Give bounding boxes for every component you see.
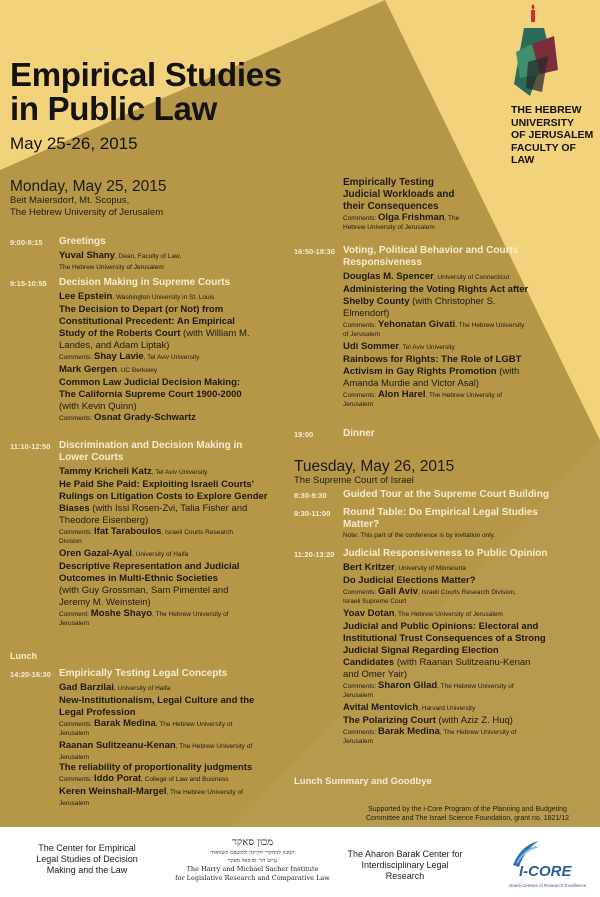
speaker-entry [59, 465, 290, 479]
speaker-affiliation: , UC Berkeley [117, 367, 158, 374]
commenter-name: Osnat Grady-Schwartz [94, 412, 196, 423]
footer-line: Legal Studies of Decision [36, 854, 138, 864]
paper-line: Rulings on Litigation Costs to Explore Gender [59, 491, 268, 502]
sacher-line: The Harry and Michael Sacher Institute [186, 865, 319, 873]
speaker-name: Lee Epstein [59, 291, 113, 302]
speaker-entry [59, 363, 285, 377]
paper-coauthors: (with Issi Rosen-Zvi, Talia Fisher and [89, 503, 248, 514]
title-line: Judicial Workloads and [343, 189, 455, 200]
commenter-name: Moshe Shayo [90, 608, 153, 619]
session-title [343, 507, 593, 531]
sacher-hebrew-line: עייש הרי ומיכאל סאקר [227, 858, 278, 864]
paper-line: He Paid She Paid: Exploiting Israeli Courts' [59, 479, 254, 490]
paper-line: Biases [59, 503, 90, 514]
session-time: 8:30-9:30 [294, 491, 327, 500]
comment-entry [343, 587, 593, 597]
comment-label: Comments: [343, 215, 379, 222]
speaker-affiliation: , The Hebrew University of [175, 743, 253, 750]
commenter-affiliation: , The Hebrew University [455, 322, 525, 329]
session-note: Note: This part of the conference is by invitation only. [343, 532, 496, 539]
paper-title [343, 177, 588, 213]
commenter-affiliation: , The [444, 215, 460, 222]
comment-entry [343, 320, 593, 330]
university-logo [510, 4, 565, 99]
event-dates: May 25-26, 2015 [10, 134, 138, 153]
speaker-affiliation: , University of Haifa [113, 685, 171, 692]
commenter-affiliation: , Israeli Courts Research Division, [418, 589, 516, 596]
speaker-name: Udi Sommer [343, 341, 399, 352]
commenter-name: Sharon Gilad [378, 680, 438, 691]
title-line-1: Empirical Studies [10, 56, 282, 93]
univ-line: OF JERUSALEM [511, 129, 594, 141]
support-line: Supported by the i-Core Program of the Planning and Budgeting [368, 806, 567, 813]
day2-header [294, 458, 454, 487]
paper-line: Judicial Signal Regarding Election [343, 645, 499, 656]
commenter-affiliation-2: Jerusalem [343, 738, 373, 745]
paper-coauthors: Amanda Murdie and Victor Asal) [343, 378, 480, 389]
day1-heading: Monday, May 25, 2015 [10, 178, 167, 195]
speaker-entry [59, 739, 285, 753]
paper-coauthors: (with Kevin Quinn) [59, 401, 137, 412]
commenter-name: Alon Harel [378, 389, 426, 400]
session-time: 11:10-12:50 [10, 442, 51, 451]
day1-header [10, 178, 167, 219]
paper-coauthors: (with Guy Grossman, Sam Pimentel and [59, 585, 229, 596]
session-title [59, 440, 290, 464]
sacher-line: for Legislative Research and Comparative Law [175, 874, 330, 882]
paper-line: Common Law Judicial Decision Making: [59, 377, 241, 388]
commenter-affiliation-2: Jerusalem [343, 692, 373, 699]
i-core-subtitle: Israeli Centers of Research Excellence [508, 883, 587, 888]
footer [0, 827, 600, 897]
paper-coauthors: Elmendorf) [343, 308, 390, 319]
speaker-entry [343, 607, 593, 621]
speaker-entry [343, 340, 593, 354]
speaker-name: Gad Barzilai [59, 682, 114, 693]
commenter-name: Olga Frishman [378, 212, 445, 223]
closing-session [294, 776, 594, 788]
sacher-institute [165, 837, 340, 883]
univ-line: THE HEBREW [511, 104, 582, 116]
paper-line: Institutional Trust Consequences of a Strong [343, 633, 546, 644]
commenter-name: Gali Aviv [378, 586, 418, 597]
paper-line: New-Institutionalism, Legal Culture and the [59, 695, 255, 706]
paper-title [59, 304, 285, 352]
session-title: Greetings [59, 236, 106, 247]
comment-entry [59, 352, 285, 362]
paper-coauthors: and Omer Yair) [343, 669, 408, 680]
paper-line: Rainbows for Rights: The Role of LGBT [343, 354, 522, 365]
commenter-affiliation-2: Hebrew University of Jerusalem [343, 224, 435, 231]
paper-line: Administering the Voting Rights Act after [343, 284, 529, 295]
commenter-affiliation-2: Jerusalem [59, 730, 89, 737]
comment-label: Comments: [343, 683, 379, 690]
session-time: 16:50-18:30 [294, 247, 335, 256]
paper-line: The California Supreme Court 1900-2000 [59, 389, 242, 400]
lunch-label: Lunch [10, 651, 37, 661]
session-time: 19:00 [294, 430, 314, 439]
commenter-name: Yehonatan Givati [378, 319, 456, 330]
paper-coauthors: (with Christopher S. [409, 296, 496, 307]
paper-line: Descriptive Representation and Judicial [59, 561, 240, 572]
commenter-name: Ifat Taraboulos [94, 526, 162, 537]
commenter-affiliation: , The Hebrew University of [152, 611, 229, 618]
comment-label: Comments: [59, 415, 95, 422]
comment-entry [343, 390, 593, 400]
comment-label: Comments: [59, 721, 95, 728]
comment-label: Comment: [59, 611, 91, 618]
paper-title [59, 479, 290, 527]
speaker-entry [343, 561, 593, 575]
title-line: Matter? [343, 519, 380, 530]
commenter-affiliation-2: Jerusalem [59, 620, 89, 627]
commenter-affiliation: , The Hebrew University of [439, 729, 517, 736]
title-line: Voting, Political Behavior and Courts [343, 245, 519, 256]
comment-label: Comments: [343, 322, 379, 329]
sacher-hebrew-name: מכון סאקר [231, 837, 274, 848]
commenter-affiliation: , Israeli Courts Research [161, 529, 233, 536]
commenter-affiliation: , The Hebrew University of [155, 721, 233, 728]
session-time: 14:20-16:30 [10, 670, 51, 679]
speaker-affiliation: , Tel Aviv University [398, 344, 455, 351]
footer-line: Interdisciplinary Legal [361, 860, 449, 870]
speaker-affiliation-2: Jerusalem [59, 754, 89, 761]
comment-entry [343, 681, 593, 691]
speaker-name: Avital Mentovich [343, 702, 419, 713]
session-title: Judicial Responsiveness to Public Opinion [343, 548, 548, 559]
title-line-2: in Public Law [10, 90, 217, 127]
commenter-affiliation-2: Israeli Supreme Court [343, 598, 407, 605]
event-title [10, 58, 282, 126]
title-line: Empirically Testing [343, 177, 434, 188]
comment-label: Comments: [343, 729, 379, 736]
paper-coauthors: (with Aziz Z. Huq) [435, 715, 513, 726]
comment-entry [59, 413, 285, 423]
comment-label: Comments: [343, 392, 379, 399]
speaker-name: Mark Gergen [59, 364, 118, 375]
paper-line: Candidates [343, 657, 395, 668]
commenter-name: Iddo Porat [94, 773, 142, 784]
day1-venue [10, 195, 167, 219]
title-line: Responsiveness [343, 257, 422, 268]
paper-title: The reliability of proportionality judgments [59, 762, 253, 773]
univ-line: FACULTY OF LAW [511, 141, 576, 166]
closing-label: Lunch Summary and Goodbye [294, 776, 432, 787]
speaker-name: Raanan Sulitzeanu-Kenan [59, 740, 176, 751]
commenter-name: Barak Medina [378, 726, 440, 737]
speaker-affiliation: , Tel Aviv University [151, 469, 208, 476]
speaker-name: Tammy Kricheli Katz [59, 466, 152, 477]
comment-entry [59, 527, 290, 537]
footer-line: Making and the Law [46, 865, 128, 875]
speaker-affiliation: , University of Minnesota [394, 565, 466, 572]
comment-entry [343, 727, 593, 737]
aharon-barak-center [340, 849, 470, 882]
speaker-name: Yuval Shany [59, 250, 115, 261]
speaker-affiliation: , Dean, Faculty of Law, [114, 253, 182, 260]
speaker-affiliation: , The Hebrew University of Jerusalem [394, 611, 503, 618]
commenter-name: Barak Medina [94, 718, 156, 729]
footer-line: The Center for Empirical [38, 843, 136, 853]
paper-line: Constitutional Precedent: An Empirical [59, 316, 235, 327]
venue-line: The Hebrew University of Jerusalem [10, 207, 164, 218]
paper-line: Legal Profession [59, 707, 136, 718]
speaker-name: Bert Kritzer [343, 562, 395, 573]
speaker-name: Yoav Dotan [343, 608, 395, 619]
comment-label: Comments: [59, 354, 95, 361]
paper-line: Shelby County [343, 296, 410, 307]
speaker-affiliation: , Harvard University [418, 705, 476, 712]
speaker-affiliation: , The Hebrew University of [166, 789, 243, 796]
commenter-affiliation: , Tel Aviv University [143, 354, 200, 361]
paper-line: Study of the Roberts Court [59, 328, 181, 339]
paper-coauthors: Landes, and Adam Liptak) [59, 340, 170, 351]
footer-line: The Aharon Barak Center for [347, 849, 463, 859]
title-line: their Consequences [343, 201, 439, 212]
commenter-name: Shay Lavie [94, 351, 144, 362]
day2-heading: Tuesday, May 26, 2015 [294, 458, 455, 475]
paper-title [59, 561, 290, 609]
paper-title [59, 695, 285, 719]
session-title: Empirically Testing Legal Concepts [59, 668, 228, 679]
univ-line: UNIVERSITY [511, 116, 575, 129]
footer-line: Research [385, 871, 425, 881]
paper-coauthors: Theodore Eisenberg) [59, 515, 149, 526]
session-title: Dinner [343, 428, 375, 439]
comment-label: Comments: [59, 529, 95, 536]
sacher-hebrew-line: המכון למחקרי חקיקה ולמשפט השוואתי [210, 850, 295, 856]
paper-coauthors: (with [496, 366, 520, 377]
commenter-affiliation: , The Hebrew University of [425, 392, 503, 399]
support-line: Committee and The Israel Science Foundation, grant no. 1821/12 [366, 815, 569, 822]
paper-coauthors: (with William M. [180, 328, 250, 339]
session-title: Guided Tour at the Supreme Court Building [343, 489, 549, 500]
speaker-affiliation: , University of Connecticut [433, 274, 510, 281]
session-time: 9:30-11:00 [294, 509, 331, 518]
i-core-logo [505, 835, 590, 893]
comment-entry [59, 719, 285, 729]
commenter-affiliation-2: Division [59, 538, 82, 545]
paper-title [343, 284, 593, 320]
commenter-affiliation-2: of Jerusalem [343, 331, 381, 338]
title-line: Lower Courts [59, 452, 124, 463]
session-time: 9:00-9:15 [10, 238, 43, 247]
paper-line: Outcomes in Multi-Ethnic Societies [59, 573, 218, 584]
paper-title [59, 377, 285, 413]
session-title [343, 245, 593, 269]
speaker-affiliation-2: The Hebrew University of Jerusalem [59, 264, 164, 271]
paper-coauthors: Jeremy M. Weinstein) [59, 597, 151, 608]
speaker-name: Keren Weinshall-Margel [59, 786, 167, 797]
paper-line: The Decision to Depart (or Not) from [59, 304, 224, 315]
comment-label: Comments: [343, 589, 379, 596]
paper-title: Do Judicial Elections Matter? [343, 575, 476, 586]
lunch-day1 [10, 650, 110, 662]
paper-title [343, 354, 593, 390]
session-time: 9:15-10:55 [10, 279, 47, 288]
session-time: 11:20-13:20 [294, 550, 335, 559]
speaker-entry [59, 249, 285, 263]
venue-line: Beit Maiersdorf, Mt. Scopus, [10, 195, 130, 206]
speaker-affiliation: , University of Haifa [132, 551, 189, 558]
comment-entry [343, 213, 588, 223]
paper-title [343, 621, 593, 681]
paper-line: Judicial and Public Opinions: Electoral and [343, 621, 539, 632]
speaker-entry [59, 681, 285, 695]
session-title: Decision Making in Supreme Courts [59, 277, 231, 288]
commenter-affiliation: , The Hebrew University of [437, 683, 514, 690]
speaker-affiliation-2: Jerusalem [59, 800, 89, 807]
i-core-wordmark: I-CORE [519, 863, 572, 880]
speaker-name: Douglas M. Spencer [343, 271, 434, 282]
speaker-entry [59, 785, 285, 799]
title-line: Round Table: Do Empirical Legal Studies [343, 507, 538, 518]
center-empirical-legal-studies [12, 843, 162, 876]
paper-line: The Polarizing Court [343, 715, 436, 726]
support-note [340, 805, 595, 823]
university-name [511, 104, 600, 167]
paper-line: Activism in Gay Rights Promotion [343, 366, 497, 377]
comment-label: Comments: [59, 776, 95, 783]
speaker-entry [59, 290, 285, 304]
speaker-entry [343, 701, 593, 715]
comment-entry [59, 609, 290, 619]
commenter-affiliation: , College of Law and Business [141, 776, 229, 783]
speaker-entry [59, 547, 290, 561]
speaker-entry [343, 270, 593, 284]
comment-entry [59, 774, 285, 784]
day2-venue: The Supreme Court of Israel [294, 475, 414, 486]
paper-coauthors: (with Raanan Sulitzeanu-Kenan [394, 657, 531, 668]
commenter-affiliation-2: Jerusalem [343, 401, 373, 408]
speaker-affiliation: , Washington University in St. Louis [112, 294, 215, 301]
speaker-name: Oren Gazal-Ayal [59, 548, 133, 559]
title-line: Discrimination and Decision Making in [59, 440, 243, 451]
